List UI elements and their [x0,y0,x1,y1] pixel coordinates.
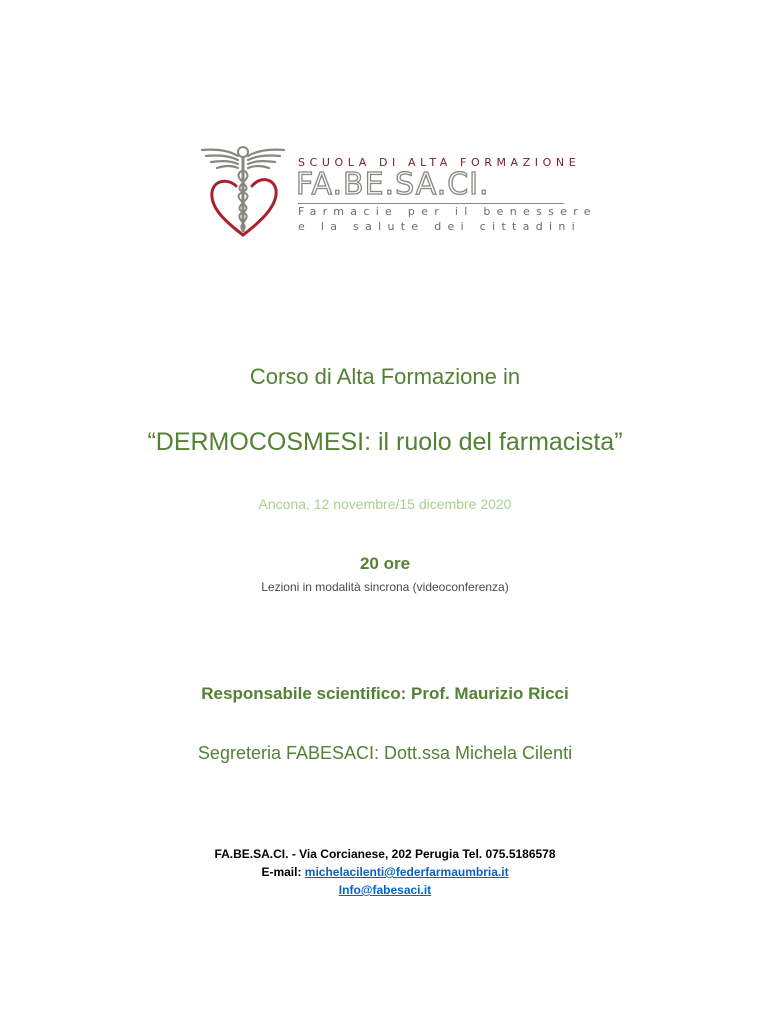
course-heading: Corso di Alta Formazione in [249,364,521,389]
scientific-responsible: Responsabile scientifico: Prof. Maurizio Ricci [201,684,569,703]
contact-info-line [0,883,770,897]
caduceus-heart-icon [198,140,288,240]
logo-divider [298,203,564,204]
course-hours: 20 ore [359,554,411,573]
course-title: “DERMOCOSMESI: il ruolo del farmacista” [147,428,623,456]
logo-subtitle-line1: Farmacie per il benessere [298,205,597,218]
course-place-date: Ancona, 12 novembre/15 dicembre 2020 [258,496,512,512]
contact-address: FA.BE.SA.CI. - Via Corcianese, 202 Perugia Tel. 075.5186578 [214,847,556,861]
email-label: E-mail: [261,865,302,879]
email-link-michela[interactable]: michelacilenti@federfarmaumbria.it [304,865,509,879]
logo-name: FA.BE.SA.CI. [296,167,490,202]
email-link-info[interactable]: Info@fabesaci.it [338,883,432,897]
secretary: Segreteria FABESACI: Dott.ssa Michela Cilenti [197,743,573,763]
course-modality: Lezioni in modalità sincrona (videoconferenza) [261,580,509,594]
logo-tagline: SCUOLA DI ALTA FORMAZIONE [298,156,581,169]
logo-subtitle-line2: e la salute dei cittadini [298,220,581,233]
fabesaci-logo [198,140,597,240]
contact-email-line [0,865,770,879]
